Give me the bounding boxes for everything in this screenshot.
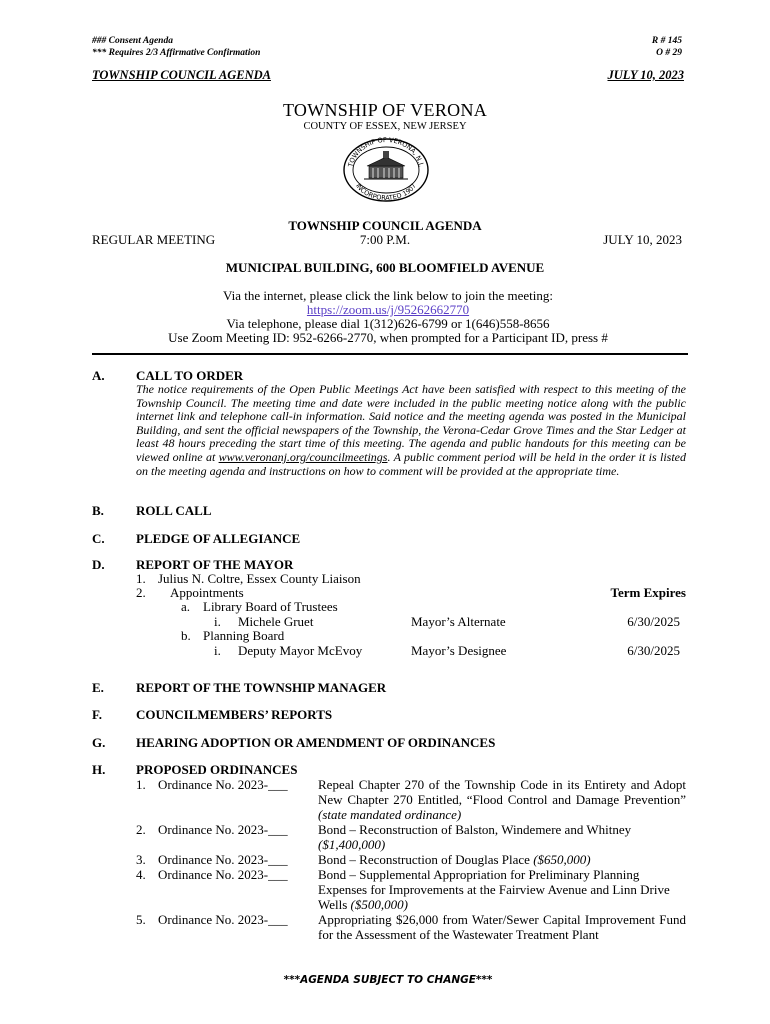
notice-text: The notice requirements of the Open Public Meetings Act have been satisfied with respect to this meeting of the Township Council. The meeting time and date were included in the public meeting notice along with the public internet link and telephone call-in information. Said notice and the meeting agenda was posted in the Municipal Building, and sent the official newspapers of the Township, the Verona-Cedar Grove Times and the Star Ledger at least 48 hours preceding the start time of this meeting. The agenda and public handouts for this meeting can be viewed online at <box>136 382 686 464</box>
section-e-title: REPORT OF THE TOWNSHIP MANAGER <box>136 680 387 695</box>
section-c-title: PLEDGE OF ALLEGIANCE <box>136 531 301 546</box>
ordinance-description <box>318 822 686 852</box>
meeting-type: REGULAR MEETING <box>92 232 216 247</box>
seal-bottom-text: INCORPORATED 1907 <box>354 182 418 202</box>
ordinance-num: 5. <box>136 912 146 927</box>
ordinance-note: ($650,000) <box>533 852 591 867</box>
ordinance-desc-text: Bond – Reconstruction of Balston, Windemere and Whitney <box>318 822 632 837</box>
section-g-letter: G. <box>92 735 106 750</box>
appointee-name-1: Michele Gruet <box>238 614 314 629</box>
section-h-letter: H. <box>92 762 106 777</box>
mayor-item-1: Julius N. Coltre, Essex County Liaison <box>158 571 361 586</box>
ordinance-num: 3. <box>136 852 146 867</box>
ordinance-note: (state mandated ordinance) <box>318 807 462 822</box>
mayor-item-2: Appointments <box>170 585 244 600</box>
ordinance-description <box>318 852 686 867</box>
section-b-title: ROLL CALL <box>136 503 212 518</box>
mayor-item-1-num: 1. <box>136 571 146 586</box>
appointee-role-1: Mayor’s Alternate <box>411 614 506 629</box>
ordinance-label: Ordinance No. 2023-___ <box>158 852 288 867</box>
appointee-name-2: Deputy Mayor McEvoy <box>238 643 363 658</box>
section-g-title: HEARING ADOPTION OR AMENDMENT OF ORDINANCES <box>136 735 496 750</box>
ordinance-desc-text: Appropriating $26,000 from Water/Sewer Capital Improvement Fund for the Assessment of the Wastewater Treatment Plant <box>318 912 686 942</box>
section-a-title: CALL TO ORDER <box>136 368 244 383</box>
ordinance-description <box>318 867 686 912</box>
sub-b-i-num: i. <box>214 643 221 658</box>
ordinance-desc-text: Repeal Chapter 270 of the Township Code in its Entirety and Adopt New Chapter 270 Entitled, “Flood Control and Damage Prevention” <box>318 777 686 807</box>
ordinance-note: ($500,000) <box>350 897 408 912</box>
ordinance-note: ($1,400,000) <box>318 837 386 852</box>
meeting-location: MUNICIPAL BUILDING, 600 BLOOMFIELD AVENUE <box>225 260 545 275</box>
ordinance-label: Ordinance No. 2023-___ <box>158 822 288 837</box>
township-seal <box>338 136 434 202</box>
ordinance-num: 4. <box>136 867 146 882</box>
section-f-letter: F. <box>92 707 102 722</box>
appointee-term-2: 6/30/2025 <box>627 643 680 658</box>
ordinance-label: Ordinance No. 2023-___ <box>158 912 288 927</box>
planning-board: Planning Board <box>203 628 285 643</box>
header-agenda-label: TOWNSHIP COUNCIL AGENDA <box>92 68 271 82</box>
affirmative-confirmation-note: *** Requires 2/3 Affirmative Confirmation <box>92 48 261 58</box>
call-to-order-notice <box>136 383 686 478</box>
meeting-time: 7:00 P.M. <box>359 232 411 247</box>
library-board: Library Board of Trustees <box>203 599 338 614</box>
divider-rule <box>92 353 688 355</box>
zoom-link[interactable]: https://zoom.us/j/95262662770 <box>306 302 470 317</box>
section-a-letter: A. <box>92 368 105 383</box>
notice-text-end: . A public comment period will be held in the order it is listed on the meeting agenda and instructions on how to comment will be provided at the appropriate time. <box>136 449 686 478</box>
seal-top-text: TOWNSHIP OF VERONA, N.J. <box>346 136 426 168</box>
section-e-letter: E. <box>92 680 104 695</box>
county-subtitle: COUNTY OF ESSEX, NEW JERSEY <box>303 121 467 132</box>
section-b-letter: B. <box>92 503 104 518</box>
appointee-role-2: Mayor’s Designee <box>411 643 507 658</box>
resolution-number: R # 145 <box>651 36 682 46</box>
sub-a-label: a. <box>181 599 191 614</box>
ordinance-number: O # 29 <box>656 48 682 58</box>
agenda-change-notice: ***AGENDA SUBJECT TO CHANGE*** <box>283 974 493 986</box>
section-d-letter: D. <box>92 557 105 572</box>
meeting-date: JULY 10, 2023 <box>603 232 682 247</box>
section-d-title: REPORT OF THE MAYOR <box>136 557 294 572</box>
ordinance-num: 2. <box>136 822 146 837</box>
consent-agenda-note: ### Consent Agenda <box>92 36 173 46</box>
header-date: JULY 10, 2023 <box>607 68 684 82</box>
ordinance-num: 1. <box>136 777 146 792</box>
ordinance-label: Ordinance No. 2023-___ <box>158 867 288 882</box>
agenda-title: TOWNSHIP COUNCIL AGENDA <box>288 218 482 233</box>
ordinance-desc-text: Bond – Supplemental Appropriation for Preliminary Planning Expenses for Improvements at the Fairview Avenue and Linn Drive Wells <box>318 867 670 912</box>
ordinance-description <box>318 912 686 942</box>
phone-instructions: Via telephone, please dial 1(312)626-6799 or 1(646)558-8656 <box>226 316 550 331</box>
appointee-term-1: 6/30/2025 <box>627 614 680 629</box>
township-title: TOWNSHIP OF VERONA <box>282 100 488 120</box>
ordinance-description <box>318 777 686 822</box>
council-meetings-link[interactable]: www.veronanj.org/councilmeetings <box>218 449 388 464</box>
section-h-title: PROPOSED ORDINANCES <box>136 762 298 777</box>
term-expires-header: Term Expires <box>610 585 686 600</box>
ordinance-label: Ordinance No. 2023-___ <box>158 777 288 792</box>
section-c-letter: C. <box>92 531 105 546</box>
sub-a-i-num: i. <box>214 614 221 629</box>
sub-b-label: b. <box>181 628 191 643</box>
zoom-id-instructions: Use Zoom Meeting ID: 952-6266-2770, when prompted for a Participant ID, press # <box>168 330 608 345</box>
mayor-item-2-num: 2. <box>136 585 146 600</box>
internet-instructions: Via the internet, please click the link below to join the meeting: <box>223 288 553 303</box>
ordinance-desc-text: Bond – Reconstruction of Douglas Place <box>318 852 530 867</box>
section-f-title: COUNCILMEMBERS’ REPORTS <box>136 707 333 722</box>
